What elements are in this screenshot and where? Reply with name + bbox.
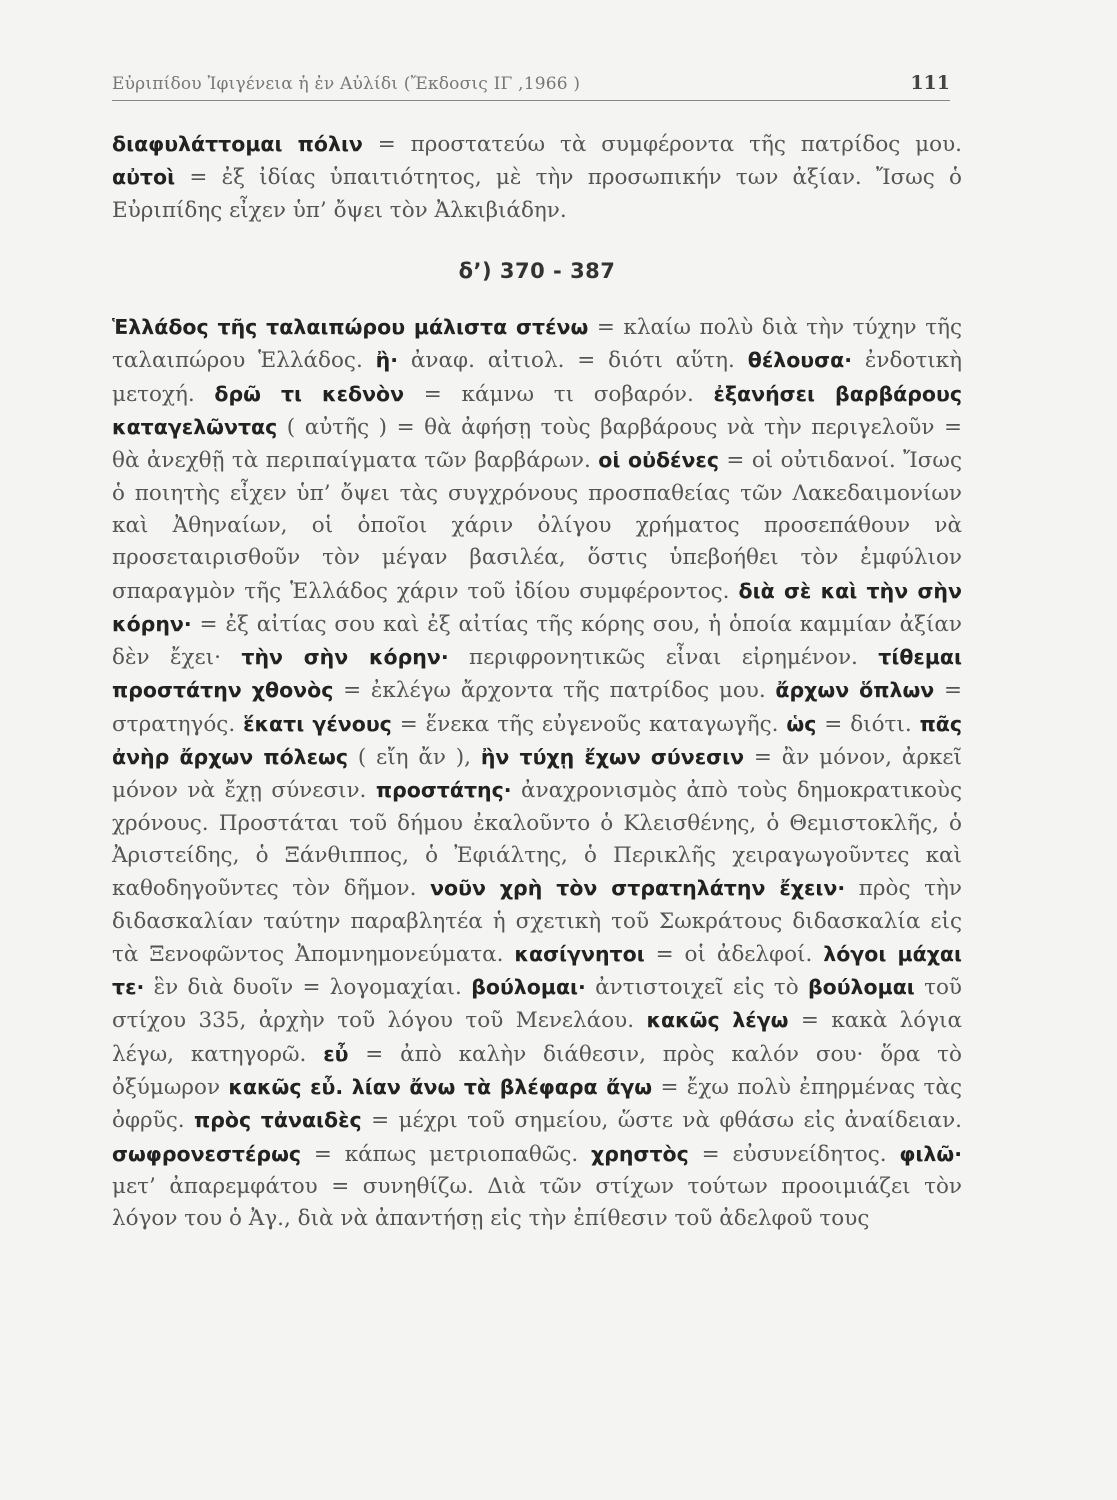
gloss-text: = προστατεύω τὰ συμφέροντα τῆς πατρίδος μου. — [362, 132, 962, 157]
gloss-text: = ἀπὸ καλὴν διάθεσιν, πρὸς καλόν σου· ὅρα τὸ ὀξύμωρον — [112, 1041, 962, 1101]
gloss-text: = κακὰ λόγια λέγω, κατηγορῶ. — [112, 1008, 963, 1067]
gloss-text: = κάμνω τι σοβαρόν. — [404, 381, 714, 407]
body-text — [112, 128, 962, 1236]
gloss-text: = διότι. — [816, 711, 920, 737]
gloss-text: ἓν διὰ δυοῖν = λογομαχίαι. — [144, 975, 472, 1001]
gloss-text: = οἱ ἀδελφοί. — [644, 941, 824, 967]
gloss-text: = ἐξ αἰτίας σου καὶ ἐξ αἰτίας τῆς κόρης σου, ἡ ὁποία καμμίαν ἀξίαν δὲν ἔχει· — [112, 611, 962, 671]
lemma: βούλομαι — [807, 975, 915, 1000]
lemma: θέλουσα· — [747, 348, 852, 373]
lemma: ἢ· — [375, 348, 399, 373]
gloss-text: μετ’ ἀπαρεμφάτου = συνηθίζω. Διὰ τῶν στίχων τούτων προοιμιάζει τὸν λόγον του ὁ Ἀγ., διὰ νὰ ἀπαντήσῃ εἰς τὴν ἐπίθεσιν τοῦ ἀδελφοῦ τους — [112, 1173, 962, 1232]
gloss-text: = εὐσυνείδητος. — [688, 1141, 900, 1167]
lemma: ἄρχων ὅπλων — [775, 678, 935, 703]
gloss-text: = ἔχω πολὺ ἐπηρμένας τὰς ὀφρῦς. — [112, 1075, 962, 1134]
lemma: τίθεμαι προστάτην χθονὸς — [112, 645, 963, 703]
gloss-text: = κάπως μετριοπαθῶς. — [301, 1141, 592, 1167]
gloss-text: = ἐκλέγω ἄρχοντα τῆς πατρίδος μου. — [333, 678, 776, 704]
lemma: τὴν σὴν κόρην· — [241, 645, 449, 670]
gloss-text: ἀναφ. αἰτιολ. = διότι αὕτη. — [398, 348, 748, 374]
lemma: πᾶς ἀνὴρ ἄρχων πόλεως — [112, 711, 963, 770]
lemma: δρῶ τι κεδνὸν — [214, 381, 405, 406]
running-title: Εὐριπίδου Ἰφιγένεια ἡ ἐν Αὐλίδι (Ἔκδοσις ΙΓ ,1966 ) — [112, 74, 581, 94]
lemma: ἕκατι γένους — [243, 711, 392, 736]
gloss-text: = μέχρι τοῦ σημείου, ὥστε νὰ φθάσω εἰς ἀναίδειαν. — [361, 1108, 962, 1134]
gloss-text: ἀντιστοιχεῖ εἰς τὸ — [585, 975, 808, 1001]
gloss-text: ( εἴη ἄν ), — [348, 745, 481, 771]
gloss-text: ( αὐτῆς ) = θὰ ἀφήσῃ τοὺς βαρβάρους νὰ τὴν περιγελοῦν = θὰ ἀνεχθῇ τὰ περιπαίγματα τῶν βαρβάρων. — [112, 415, 962, 474]
lemma: ἐξανήσει βαρβάρους καταγελῶντας — [112, 381, 962, 440]
lemma: νοῦν χρὴ τὸν στρατηλάτην ἔχειν· — [430, 876, 846, 901]
lemma: οἱ οὐδένες — [598, 448, 719, 473]
lemma: κασίγνητοι — [514, 941, 645, 966]
lemma: βούλομαι· — [471, 975, 586, 1000]
lemma: ἢν τύχῃ ἔχων σύνεσιν — [480, 745, 745, 770]
intro-paragraph — [112, 128, 962, 227]
header-rule — [112, 100, 950, 101]
lemma: λόγοι μάχαι τε· — [112, 941, 962, 1000]
gloss-text: ἐνδοτικὴ μετοχή. — [112, 348, 962, 407]
gloss-text: = ἐξ ἰδίας ὑπαιτιότητος, μὲ τὴν προσωπικήν των ἀξίαν. Ἴσως ὁ Εὐριπίδης εἶχεν ὑπ’ ὄψει τὸν Ἀλκιβιάδην. — [112, 165, 962, 223]
lemma: διὰ σὲ καὶ τὴν σὴν κόρην· — [112, 578, 962, 636]
gloss-text: = κλαίω πολὺ διὰ τὴν τύχην τῆς ταλαιπώρου Ἑλλάδος. — [112, 315, 963, 374]
gloss-text: = ἕνεκα τῆς εὐγενοῦς καταγωγῆς. — [391, 711, 787, 737]
page-number: 111 — [910, 72, 950, 94]
lemma: σωφρονεστέρως — [112, 1141, 302, 1166]
lemma: διαφυλάττομαι πόλιν — [112, 132, 363, 156]
lemma: προστάτης· — [375, 778, 512, 803]
gloss-text: τοῦ στίχου 335, ἀρχὴν τοῦ λόγου τοῦ Μενελάου. — [112, 975, 962, 1034]
gloss-text: = οἱ οὐτιδανοί. Ἴσως ὁ ποιητὴς εἶχεν ὑπ’ ὄψει τὰς συγχρόνους προσπαθείας τῶν Λακεδαιμονίων καὶ Ἀθηναίων, οἱ ὁποῖοι χάριν ὀλίγου χρήματος προσεπάθουν νὰ προσεταιρισθοῦν τὸν μέγαν βασιλέα, ὅστις ὑπεβοήθει τὸν ἐμφύλιον σπαραγμὸν τῆς Ἑλλάδος χάριν τοῦ ἰδίου συμφέροντος. — [112, 448, 962, 604]
lemma: εὖ — [323, 1041, 349, 1066]
lemma: φιλῶ· — [899, 1141, 962, 1166]
lemma: κακῶς λέγω — [646, 1008, 789, 1033]
gloss-text: = στρατηγός. — [112, 678, 962, 737]
lemma: Ἑλλάδος τῆς ταλαιπώρου μάλιστα στένω — [112, 315, 589, 340]
lemma: πρὸς τἀναιδὲς — [193, 1108, 362, 1133]
gloss-text: πρὸς τὴν διδασκαλίαν ταύτην παραβλητέα ἡ σχετικὴ τοῦ Σωκράτους διδασκαλία εἰς τὰ Ξενοφῶντος Ἀπομνημονεύματα. — [112, 876, 962, 967]
section-heading: δ’) 370 - 387 — [458, 258, 616, 283]
running-head — [112, 70, 950, 100]
lemma: αὐτοὶ — [112, 165, 176, 190]
lemma: ὡς — [786, 711, 817, 736]
gloss-text: περιφρονητικῶς εἶναι εἰρημένον. — [448, 645, 879, 671]
gloss-text: = ἂν μόνον, ἀρκεῖ μόνον νὰ ἔχῃ σύνεσιν. — [112, 745, 962, 804]
commentary-paragraph — [112, 311, 962, 1235]
gloss-text: ἀναχρονισμὸς ἀπὸ τοὺς δημοκρατικοὺς χρόνους. Προστάται τοῦ δήμου ἐκαλοῦντο ὁ Κλεισθένης, ὁ Θεμιστοκλῆς, ὁ Ἀριστείδης, ὁ Ξάνθιππος, ὁ Ἐφιάλτης, ὁ Περικλῆς χειραγωγοῦντες καὶ καθοδηγοῦντες τὸν δῆμον. — [112, 778, 962, 902]
lemma: χρηστὸς — [591, 1141, 689, 1166]
lemma: κακῶς εὖ. λίαν ἄνω τὰ βλέφαρα ἄγω — [228, 1075, 653, 1100]
